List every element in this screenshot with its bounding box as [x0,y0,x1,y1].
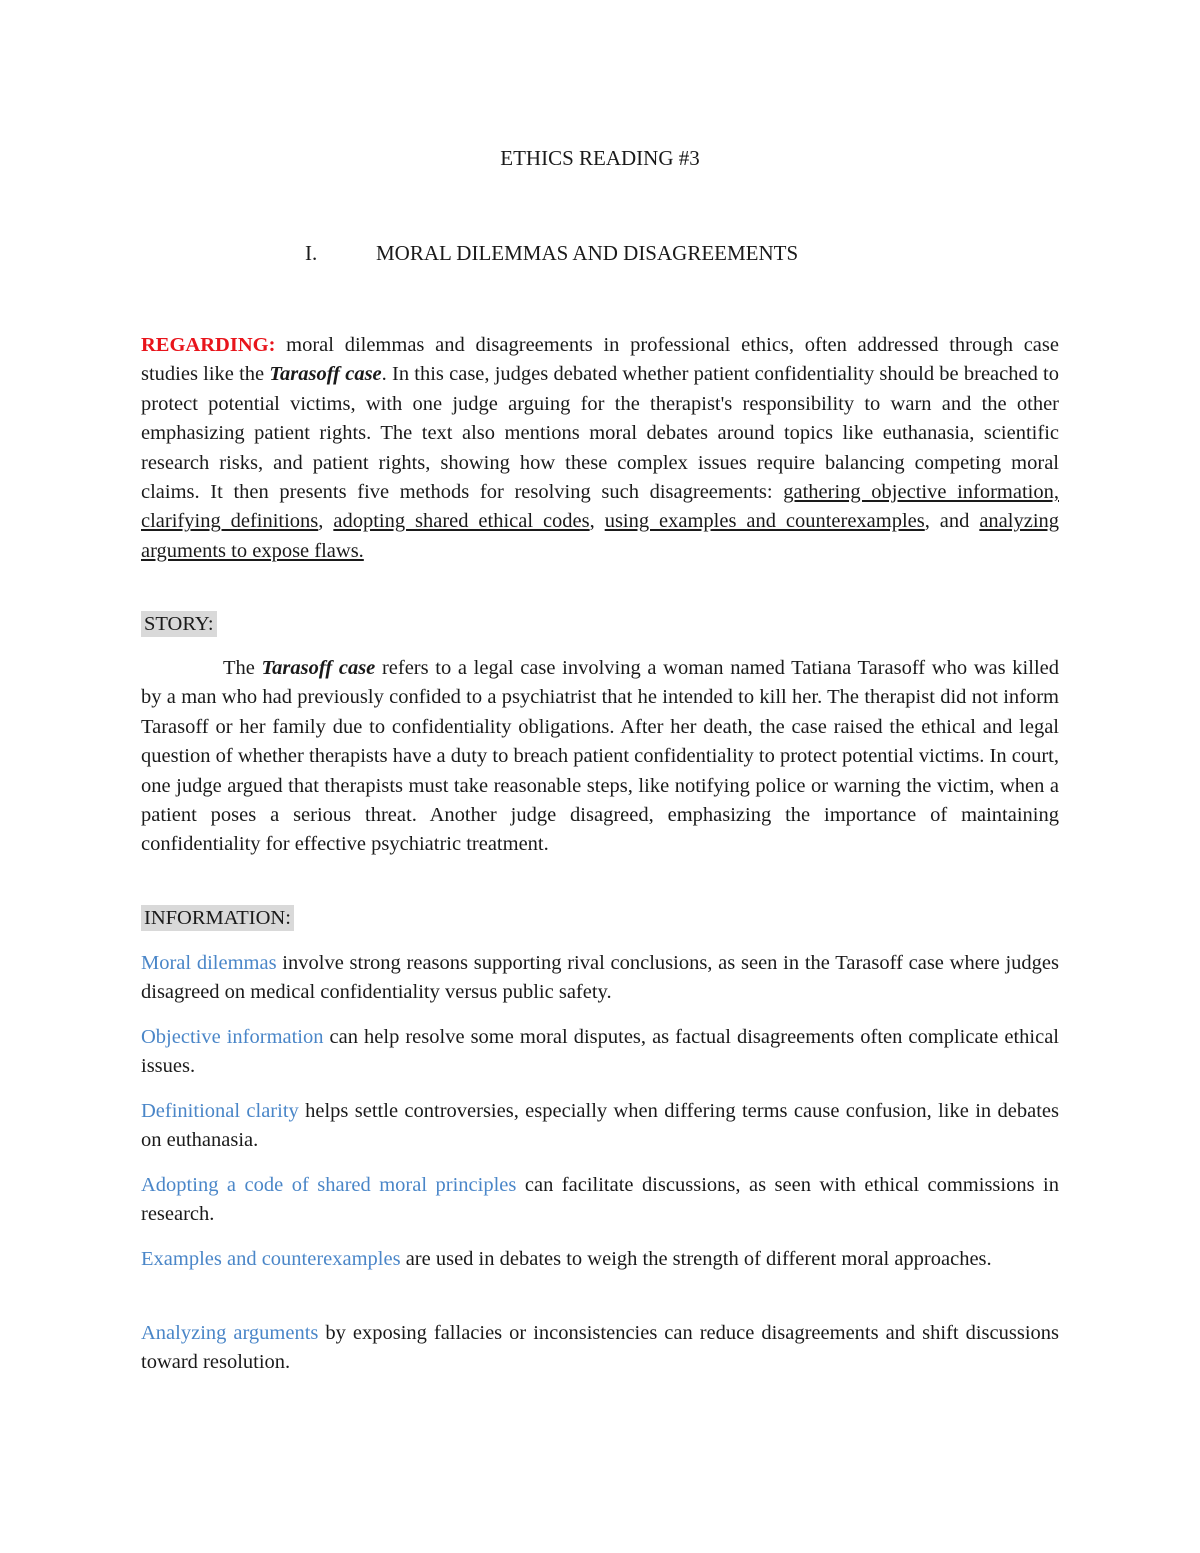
information-term: Moral dilemmas [141,952,277,974]
information-text: helps settle controversies, especially when differing terms cause confusion, like in debates on euthanasia. [141,1100,1059,1152]
information-term: Definitional clarity [141,1100,299,1122]
regarding-case-name: Tarasoff case [269,363,382,386]
story-text-1: The [223,657,262,679]
information-item [141,1171,1059,1230]
information-item [141,1097,1059,1156]
information-text: can help resolve some moral disputes, as factual disagreements often complicate ethical issues. [141,1026,1059,1078]
story-text-2: refers to a legal case involving a woman named Tatiana Tarasoff who was killed by a man who had previously confided to a psychiatrist that he intended to kill her. The therapist did not inform Tarasoff or her family due to confidentiality obligations. After her death, the case raised the ethical and legal question of whether therapists have a duty to breach patient confidentiality to protect potential victims. In court, one judge argued that therapists must take reasonable steps, like notifying police or warning the victim, when a patient poses a serious threat. Another judge disagreed, emphasizing the importance of maintaining confidentiality for effective psychiatric treatment. [141,657,1059,856]
information-term: Analyzing arguments [141,1322,319,1344]
regarding-text-1: moral dilemmas and disagreements in professional ethics, often addressed through case studies like the [141,334,1059,386]
method-separator: , [589,510,605,533]
method-shared-ethical-codes: adopting shared ethical codes [333,510,590,533]
document-title: ETHICS READING #3 [500,146,700,170]
information-item [141,1023,1059,1082]
regarding-text-2: . In this case, judges debated whether patient confidentiality should be breached to protect potential victims, with one judge arguing for the therapist's responsibility to warn and the other emphasizing patient rights. The text also mentions moral debates around topics like euthanasia, scientific research risks, and patient rights, showing how these complex issues require balancing competing moral claims. It then presents five methods for resolving such disagreements: [141,363,1060,504]
regarding-label: REGARDING: [141,334,276,356]
information-term: Adopting a code of shared moral principles [141,1174,517,1196]
method-examples-counterexamples: using examples and counterexamples [604,510,925,533]
story-paragraph [141,654,1059,860]
method-separator: , and [924,510,980,533]
information-term: Objective information [141,1026,324,1048]
story-case-name: Tarasoff case [261,657,376,679]
information-term: Examples and counterexamples [141,1248,401,1270]
method-objective-information: gathering objective information, [783,481,1059,504]
regarding-paragraph [141,331,1059,566]
story-label: STORY: [141,611,217,637]
method-separator: , [318,510,334,533]
information-item [141,949,1059,1008]
method-analyzing-arguments: analyzing arguments to expose flaws. [141,510,1060,562]
information-text: by exposing fallacies or inconsistencies can reduce disagreements and shift discussions toward resolution. [141,1322,1059,1374]
information-item [141,1245,1059,1274]
information-text: are used in debates to weigh the strength of different moral approaches. [400,1248,992,1270]
information-text: involve strong reasons supporting rival conclusions, as seen in the Tarasoff case where judges disagreed on medical confidentiality versus public safety. [141,952,1059,1004]
method-clarifying-definitions: clarifying definitions [141,510,319,533]
section-number: I. [305,241,318,265]
information-item [141,1319,1059,1378]
information-label: INFORMATION: [141,905,294,931]
section-title: MORAL DILEMMAS AND DISAGREEMENTS [376,241,799,265]
information-text: can facilitate discussions, as seen with ethical commissions in research. [141,1174,1060,1226]
